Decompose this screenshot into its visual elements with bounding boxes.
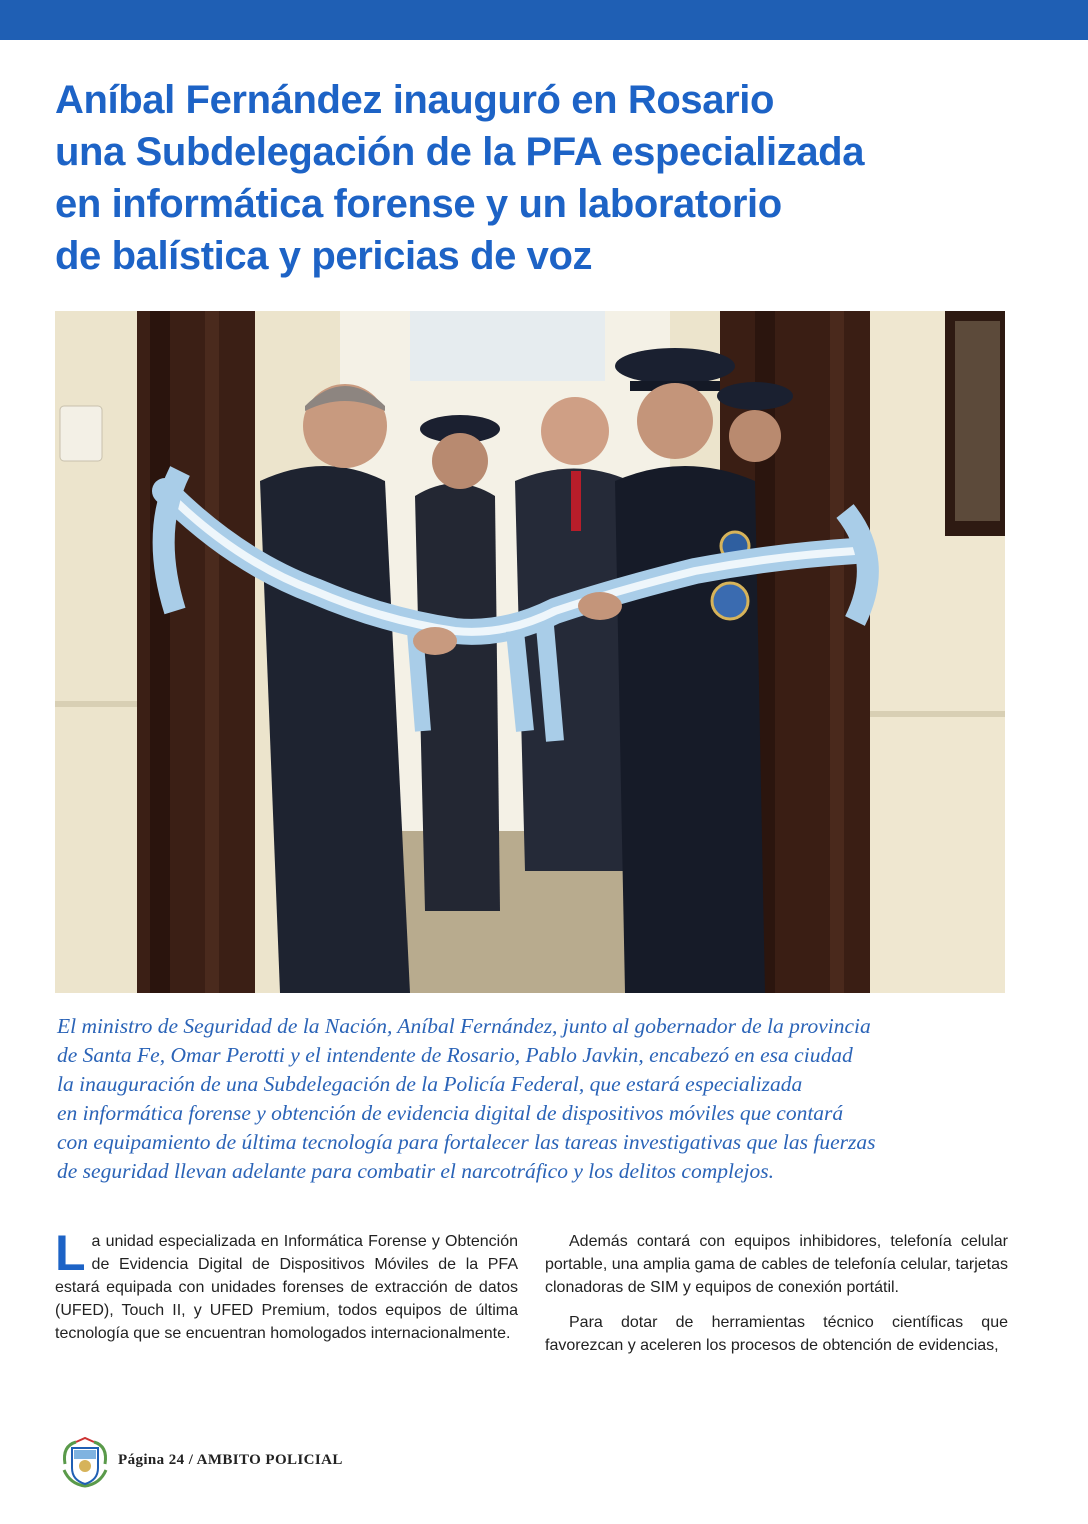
body-paragraph [55,1225,518,1345]
caption-line: El ministro de Seguridad de la Nación, Aníbal Fernández, junto al gobernador de la provincia [57,1014,871,1038]
headline-line: una Subdelegación de la PFA especializada [55,130,865,174]
caption-line: la inauguración de una Subdelegación de la Policía Federal, que estará especializada [57,1072,803,1096]
photo-caption [57,1012,1057,1186]
publication-name: AMBITO POLICIAL [196,1452,343,1468]
headline-line: de balística y pericias de voz [55,234,593,278]
body-paragraph: Además contará con equipos inhibidores, telefonía celular portable, una amplia gama de cables de telefonía celular, tarjetas clonadoras de SIM y equipos de conexión portátil. [545,1233,1008,1296]
footer-separator: / [188,1452,194,1468]
body-paragraph: Para dotar de herramientas técnico científicas que favorezcan y aceleren los procesos de obtención de evidencias, [545,1314,1008,1354]
body-column-right [545,1230,1008,1369]
headline-line: en informática forense y un laboratorio [55,182,782,226]
top-color-bar [0,0,1088,40]
caption-line: de seguridad llevan adelante para combatir el narcotráfico y los delitos complejos. [57,1159,774,1183]
caption-line: en informática forense y obtención de evidencia digital de dispositivos móviles que contará [57,1101,844,1125]
page-number: Página 24 [118,1452,185,1468]
police-crest-icon [60,1436,110,1488]
caption-line: con equipamiento de última tecnología para fortalecer las tareas investigativas que las fuerzas [57,1130,876,1154]
article-headline [55,74,1055,282]
body-paragraph-text: a unidad especializada en Informática Forense y Obtención de Evidencia Digital de Dispositivos Móviles de la PFA estará equipada con unidades forenses de extracción de datos (UFED), Touch II, y UFED Premium, todos equipos de última tecnología que se encuentran homologados internacionalmente. [55,1233,518,1342]
page-footer [60,1436,460,1488]
footer-label [118,1452,343,1469]
body-column-left [55,1225,518,1357]
drop-cap: L [55,1225,86,1281]
caption-line: de Santa Fe, Omar Perotti y el intendente de Rosario, Pablo Javkin, encabezó en esa ciudad [57,1043,853,1067]
ribbon-cutting-photo [55,311,1005,993]
headline-line: Aníbal Fernández inauguró en Rosario [55,78,775,122]
